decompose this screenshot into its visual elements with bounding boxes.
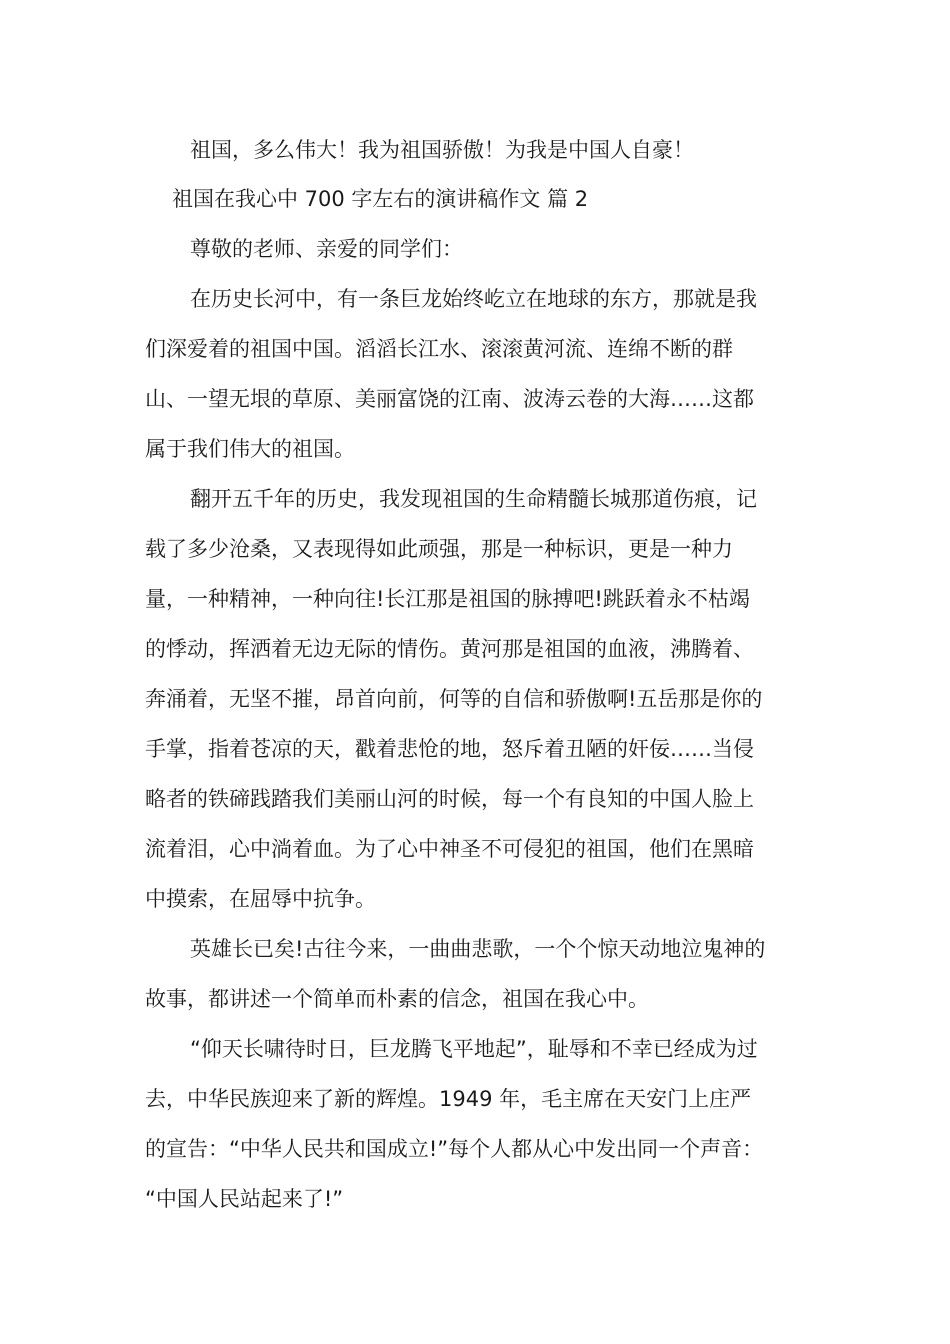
paragraph-line: 在历史长河中，有一条巨龙始终屹立在地球的东方，那就是我	[190, 287, 757, 311]
paragraph-line: 奔涌着，无坚不摧，昂首向前，何等的自信和骄傲啊!五岳那是你的	[145, 687, 763, 711]
paragraph-line: 属于我们伟大的祖国。	[145, 437, 355, 461]
paragraph-line: 手掌，指着苍凉的天，戳着悲怆的地，怒斥着丑陋的奸佞……当侵	[145, 737, 754, 761]
salutation: 尊敬的老师、亲爱的同学们：	[190, 237, 463, 261]
closing-line: 祖国，多么伟大！我为祖国骄傲！为我是中国人自豪！	[190, 138, 694, 162]
paragraph-line: 中摸索，在屈辱中抗争。	[145, 887, 376, 911]
paragraph-line: 略者的铁碲践踏我们美丽山河的时候，每一个有良知的中国人脸上	[145, 787, 754, 811]
paragraph-line: 们深爱着的祖国中国。滔滔长江水、滚滚黄河流、连绵不断的群	[145, 337, 733, 361]
paragraph-line: 量，一种精神，一种向往!长江那是祖国的脉搏吧!跳跃着永不枯竭	[145, 587, 750, 611]
paragraph-line: 英雄长已矣!古往今来，一曲曲悲歌，一个个惊天动地泣鬼神的	[190, 937, 766, 961]
paragraph-line: 故事，都讲述一个简单而朴素的信念，祖国在我心中。	[145, 987, 649, 1011]
section-heading: 祖国在我心中 700 字左右的演讲稿作文 篇 2	[172, 187, 589, 211]
paragraph-line: 翻开五千年的历史，我发现祖国的生命精髓长城那道伤痕，记	[190, 487, 757, 511]
paragraph-line: 去，中华民族迎来了新的辉煌。1949 年，毛主席在天安门上庄严	[145, 1087, 752, 1111]
paragraph-line: 的悸动，挥洒着无边无际的情伤。黄河那是祖国的血液，沸腾着、	[145, 637, 754, 661]
paragraph-line: 载了多少沧桑，又表现得如此顽强，那是一种标识，更是一种力	[145, 537, 733, 561]
paragraph-line: 流着泪，心中淌着血。为了心中神圣不可侵犯的祖国，他们在黑暗	[145, 837, 754, 861]
paragraph-line: 山、一望无垠的草原、美丽富饶的江南、波涛云卷的大海……这都	[145, 387, 754, 411]
paragraph-line: “仰天长啸待时日，巨龙腾飞平地起”，耻辱和不幸已经成为过	[190, 1037, 758, 1061]
paragraph-line: “中国人民站起来了!”	[145, 1187, 344, 1211]
paragraph-line: 的宣告：“中华人民共和国成立!”每个人都从心中发出同一个声音：	[145, 1137, 764, 1161]
